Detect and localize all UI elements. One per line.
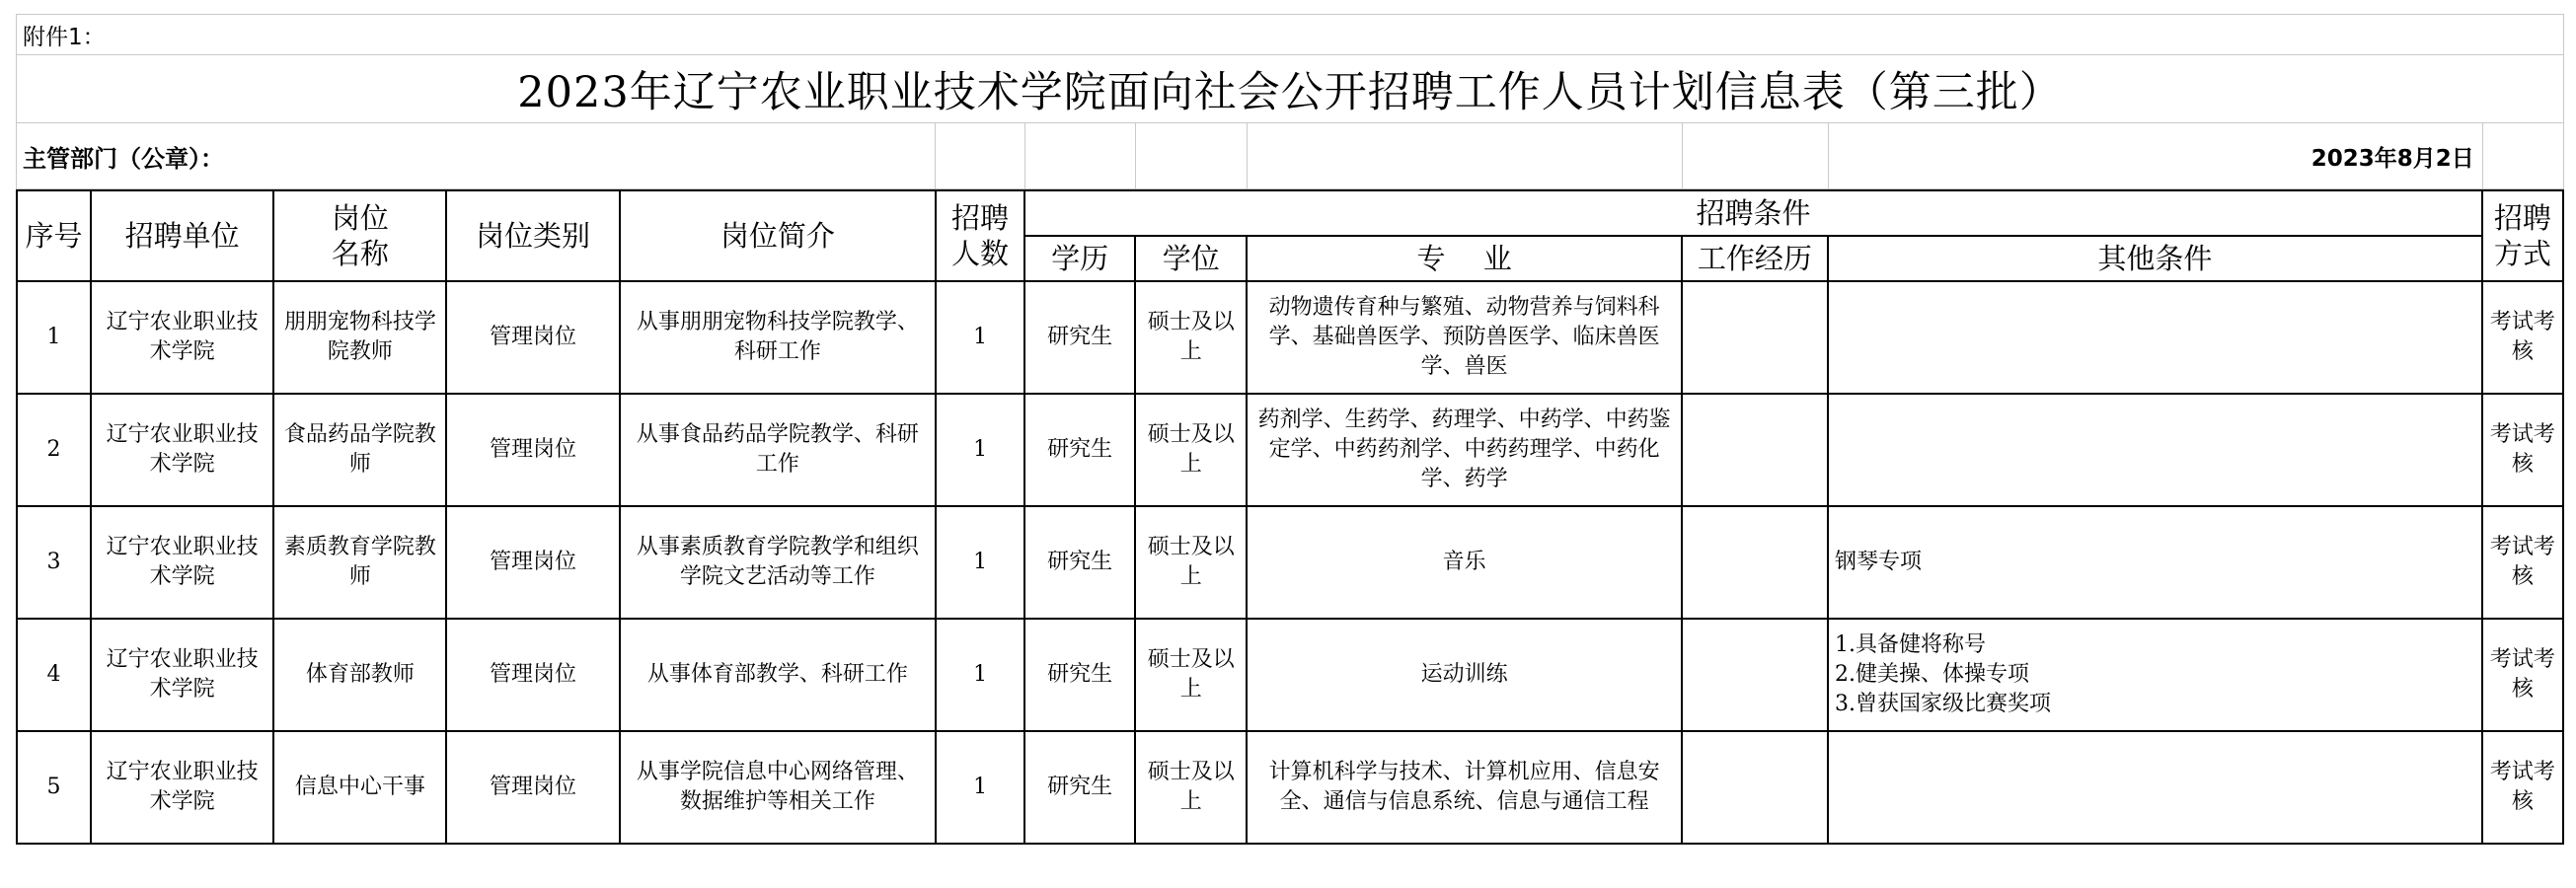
- header-position-line2: 名称: [331, 237, 389, 270]
- cell-category: 管理岗位: [446, 394, 619, 506]
- cell-degree: 硕士及以上: [1135, 281, 1247, 394]
- cell-method: 考试考核: [2482, 731, 2563, 844]
- cell-method: 考试考核: [2482, 394, 2563, 506]
- cell-position: 食品药品学院教师: [273, 394, 446, 506]
- cell-other: [1828, 731, 2482, 844]
- empty-cell: [1247, 123, 1682, 189]
- cell-description: 从事体育部教学、科研工作: [620, 619, 936, 731]
- cell-index: 4: [17, 619, 91, 731]
- cell-major: 音乐: [1247, 506, 1682, 619]
- cell-unit: 辽宁农业职业技术学院: [91, 731, 273, 844]
- header-description: 岗位简介: [620, 190, 936, 281]
- empty-cell: [1135, 123, 1247, 189]
- table-row: [17, 281, 2563, 394]
- cell-method: 考试考核: [2482, 619, 2563, 731]
- cell-experience: [1682, 619, 1828, 731]
- header-conditions: 招聘条件: [1024, 190, 2482, 236]
- spreadsheet: [16, 14, 2564, 845]
- header-method-line1: 招聘: [2493, 201, 2551, 235]
- cell-position: 朋朋宠物科技学院教师: [273, 281, 446, 394]
- header-unit: 招聘单位: [91, 190, 273, 281]
- cell-other: 钢琴专项: [1828, 506, 2482, 619]
- cell-major: 计算机科学与技术、计算机应用、信息安全、通信与信息系统、信息与通信工程: [1247, 731, 1682, 844]
- cell-degree: 硕士及以上: [1135, 619, 1247, 731]
- header-grid: [16, 14, 2564, 189]
- cell-category: 管理岗位: [446, 506, 619, 619]
- cell-position: 信息中心干事: [273, 731, 446, 844]
- header-count-line1: 招聘: [951, 201, 1010, 235]
- cell-unit: 辽宁农业职业技术学院: [91, 281, 273, 394]
- cell-experience: [1682, 394, 1828, 506]
- cell-index: 3: [17, 506, 91, 619]
- cell-count: 1: [936, 281, 1024, 394]
- header-position: [273, 190, 446, 281]
- table-row: [17, 731, 2563, 844]
- header-count-line2: 人数: [951, 237, 1010, 270]
- cell-other: 1.具备健将称号 2.健美操、体操专项 3.曾获国家级比赛奖项: [1828, 619, 2482, 731]
- cell-major: 运动训练: [1247, 619, 1682, 731]
- date-label: 2023年8月2日: [1828, 123, 2482, 189]
- header-method: [2482, 190, 2563, 281]
- table-row: [17, 506, 2563, 619]
- cell-education: 研究生: [1024, 281, 1135, 394]
- cell-experience: [1682, 731, 1828, 844]
- cell-experience: [1682, 506, 1828, 619]
- header-index: 序号: [17, 190, 91, 281]
- cell-degree: 硕士及以上: [1135, 731, 1247, 844]
- header-education: 学历: [1024, 236, 1135, 281]
- header-major: 专 业: [1247, 236, 1682, 281]
- cell-position: 体育部教师: [273, 619, 446, 731]
- empty-cell: [1024, 123, 1135, 189]
- header-experience: 工作经历: [1682, 236, 1828, 281]
- cell-description: 从事朋朋宠物科技学院教学、科研工作: [620, 281, 936, 394]
- empty-cell: [936, 123, 1024, 189]
- header-count: [936, 190, 1024, 281]
- header-category: 岗位类别: [446, 190, 619, 281]
- cell-degree: 硕士及以上: [1135, 394, 1247, 506]
- cell-other: [1828, 281, 2482, 394]
- cell-education: 研究生: [1024, 394, 1135, 506]
- cell-experience: [1682, 281, 1828, 394]
- cell-major: 动物遗传育种与繁殖、动物营养与饲料科学、基础兽医学、预防兽医学、临床兽医学、兽医: [1247, 281, 1682, 394]
- table-row: [17, 619, 2563, 731]
- cell-education: 研究生: [1024, 731, 1135, 844]
- page-title: 2023年辽宁农业职业技术学院面向社会公开招聘工作人员计划信息表（第三批）: [17, 55, 2564, 123]
- cell-description: 从事素质教育学院教学和组织学院文艺活动等工作: [620, 506, 936, 619]
- cell-education: 研究生: [1024, 506, 1135, 619]
- cell-category: 管理岗位: [446, 281, 619, 394]
- cell-count: 1: [936, 394, 1024, 506]
- cell-index: 2: [17, 394, 91, 506]
- header-degree: 学位: [1135, 236, 1247, 281]
- table-row: [17, 394, 2563, 506]
- empty-cell: [1682, 123, 1828, 189]
- cell-other: [1828, 394, 2482, 506]
- cell-unit: 辽宁农业职业技术学院: [91, 619, 273, 731]
- cell-unit: 辽宁农业职业技术学院: [91, 506, 273, 619]
- recruitment-table: [16, 189, 2564, 845]
- cell-degree: 硕士及以上: [1135, 506, 1247, 619]
- header-position-line1: 岗位: [331, 201, 389, 235]
- cell-education: 研究生: [1024, 619, 1135, 731]
- cell-index: 5: [17, 731, 91, 844]
- cell-category: 管理岗位: [446, 619, 619, 731]
- cell-index: 1: [17, 281, 91, 394]
- empty-cell: [2482, 123, 2563, 189]
- cell-count: 1: [936, 731, 1024, 844]
- header-method-line2: 方式: [2493, 237, 2551, 270]
- cell-unit: 辽宁农业职业技术学院: [91, 394, 273, 506]
- cell-method: 考试考核: [2482, 506, 2563, 619]
- cell-description: 从事食品药品学院教学、科研工作: [620, 394, 936, 506]
- cell-method: 考试考核: [2482, 281, 2563, 394]
- dept-label: 主管部门（公章）：: [17, 123, 936, 189]
- cell-description: 从事学院信息中心网络管理、数据维护等相关工作: [620, 731, 936, 844]
- cell-count: 1: [936, 506, 1024, 619]
- attachment-label: 附件1：: [17, 15, 2564, 55]
- cell-category: 管理岗位: [446, 731, 619, 844]
- header-other: 其他条件: [1828, 236, 2482, 281]
- cell-count: 1: [936, 619, 1024, 731]
- cell-major: 药剂学、生药学、药理学、中药学、中药鉴定学、中药药剂学、中药药理学、中药化学、药学: [1247, 394, 1682, 506]
- cell-position: 素质教育学院教师: [273, 506, 446, 619]
